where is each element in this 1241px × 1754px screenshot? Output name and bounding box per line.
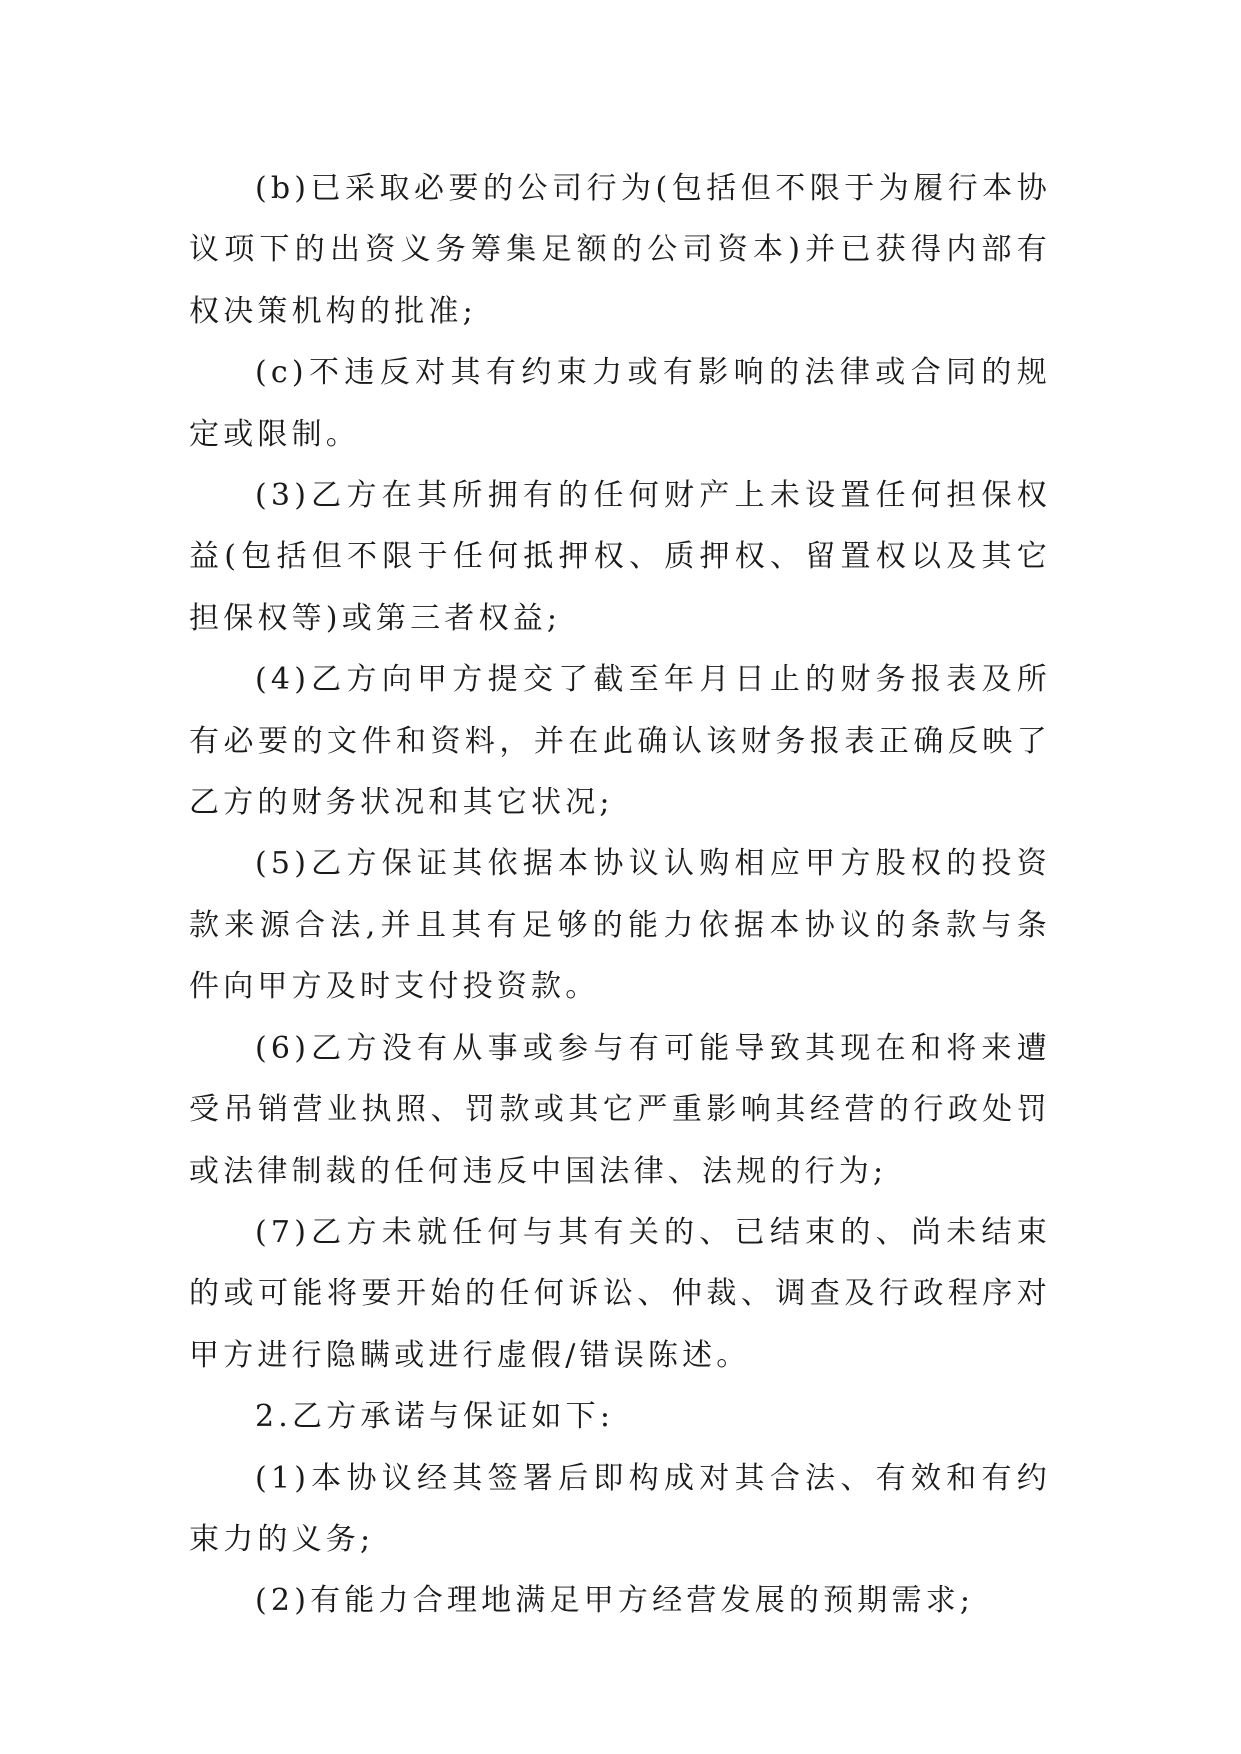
paragraph-5-investment-funds: (5)乙方保证其依据本协议认购相应甲方股权的投资款来源合法,并且其有足够的能力依据本协议的条款与条件向甲方及时支付投资款。 <box>189 846 1051 1005</box>
paragraph-1-binding-obligation: (1)本协议经其签署后即构成对其合法、有效和有约束力的义务; <box>189 1460 1051 1557</box>
paragraph-2-meet-demand: (2)有能力合理地满足甲方经营发展的预期需求; <box>255 1583 975 1619</box>
section-2-heading: 2.乙方承诺与保证如下: <box>255 1399 615 1435</box>
paragraph-4-financial-statements: (4)乙方向甲方提交了截至年月日止的财务报表及所有必要的文件和资料，并在此确认该财务报表正确反映了乙方的财务状况和其它状况; <box>189 662 1051 821</box>
paragraph-6-no-penalties: (6)乙方没有从事或参与有可能导致其现在和将来遭受吊销营业执照、罚款或其它严重影响其经营的行政处罚或法律制裁的任何违反中国法律、法规的行为; <box>189 1030 1051 1189</box>
paragraph-b-corporate-action: (b)已采取必要的公司行为(包括但不限于为履行本协议项下的出资义务筹集足额的公司资本)并已获得内部有权决策机构的批准; <box>189 171 1051 329</box>
paragraph-3-no-security-interest: (3)乙方在其所拥有的任何财产上未设置任何担保权益(包括但不限于任何抵押权、质押权、留置权以及其它担保权等)或第三者权益; <box>189 478 1051 636</box>
document-body <box>189 158 1051 1632</box>
paragraph-7-no-concealment: (7)乙方未就任何与其有关的、已结束的、尚未结束的或可能将要开始的任何诉讼、仲裁、调查及行政程序对甲方进行隐瞒或进行虚假/错误陈述。 <box>189 1214 1051 1373</box>
paragraph-c-no-violation: (c)不违反对其有约束力或有影响的法律或合同的规定或限制。 <box>189 355 1051 452</box>
